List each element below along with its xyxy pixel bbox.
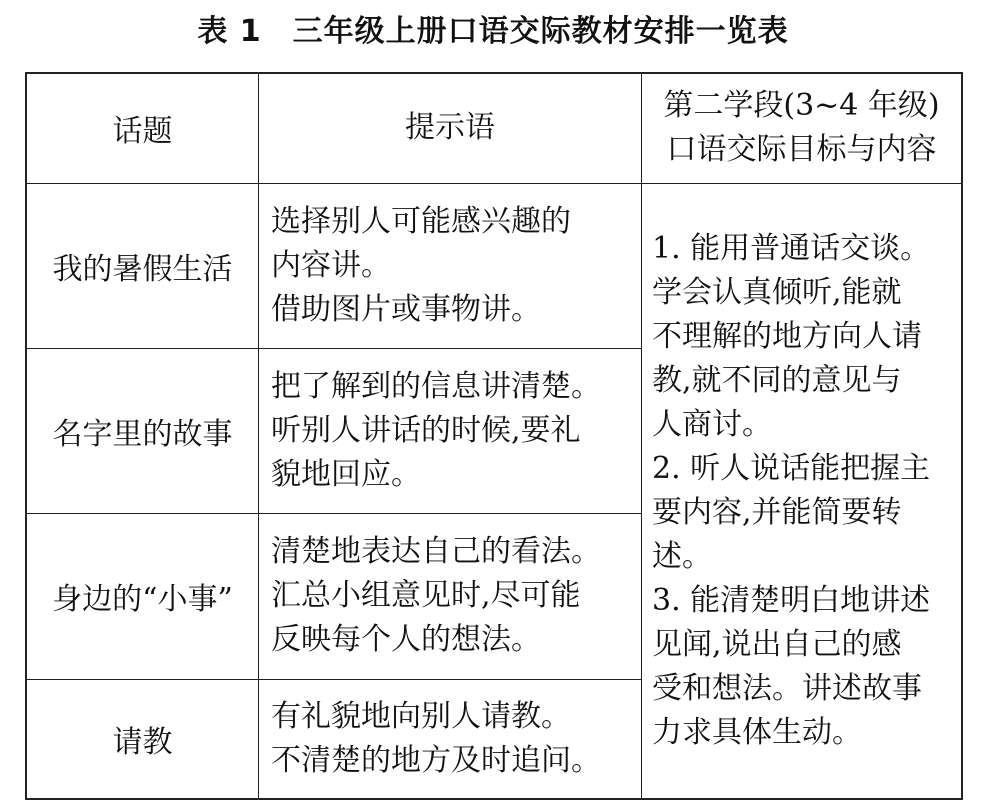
prompt-line: 选择别人可能感兴趣的 bbox=[271, 203, 571, 239]
goal-line: 要内容,并能简要转 bbox=[652, 494, 902, 530]
topic-cell: 我的暑假生活 bbox=[26, 183, 259, 348]
prompt-line: 反映每个人的想法。 bbox=[271, 622, 541, 657]
prompt-line: 汇总小组意见时,尽可能 bbox=[271, 578, 581, 613]
prompt-cell bbox=[259, 183, 642, 348]
prompt-line: 不清楚的地方及时追问。 bbox=[271, 742, 601, 778]
table-container bbox=[25, 72, 963, 798]
header-prompt: 提示语 bbox=[259, 73, 642, 183]
table-row bbox=[26, 183, 962, 348]
goal-line: 教,就不同的意见与 bbox=[652, 362, 902, 398]
topic-cell: 请教 bbox=[26, 679, 259, 799]
prompt-line: 貌地回应。 bbox=[271, 456, 421, 492]
goal-line: 学会认真倾听,能就 bbox=[652, 274, 902, 310]
header-goals-line-1: 第二学段(3~4 年级) bbox=[663, 88, 940, 124]
prompt-line: 把了解到的信息讲清楚。 bbox=[271, 368, 601, 404]
goal-line: 1. 能用普通话交谈。 bbox=[652, 230, 931, 266]
topic-cell: 身边的“小事” bbox=[26, 513, 259, 679]
goal-line: 不理解的地方向人请 bbox=[652, 318, 922, 354]
goal-line: 力求具体生动。 bbox=[652, 714, 862, 750]
header-topic: 话题 bbox=[26, 73, 259, 183]
header-goals-line-2: 口语交际目标与内容 bbox=[666, 132, 937, 168]
goals-cell bbox=[642, 183, 963, 799]
prompt-line: 有礼貌地向别人请教。 bbox=[271, 698, 571, 734]
goal-line: 3. 能清楚明白地讲述 bbox=[652, 582, 931, 618]
curriculum-table bbox=[25, 72, 963, 800]
prompt-line: 内容讲。 bbox=[271, 247, 391, 283]
header-goals bbox=[642, 73, 963, 183]
prompt-line: 听别人讲话的时候,要礼 bbox=[271, 412, 581, 448]
header-row bbox=[26, 73, 962, 183]
topic-cell: 名字里的故事 bbox=[26, 348, 259, 513]
goal-line: 2. 听人说话能把握主 bbox=[652, 450, 931, 486]
prompt-cell bbox=[259, 679, 642, 799]
table-title: 表 1 三年级上册口语交际教材安排一览表 bbox=[197, 14, 789, 49]
prompt-cell bbox=[259, 513, 642, 679]
goal-line: 见闻,说出自己的感 bbox=[652, 626, 902, 662]
goal-line: 述。 bbox=[652, 538, 712, 574]
prompt-line: 借助图片或事物讲。 bbox=[271, 291, 541, 327]
goal-line: 受和想法。讲述故事 bbox=[652, 670, 922, 706]
prompt-line: 清楚地表达自己的看法。 bbox=[271, 534, 601, 569]
prompt-cell bbox=[259, 348, 642, 513]
goal-line: 人商讨。 bbox=[652, 406, 772, 442]
